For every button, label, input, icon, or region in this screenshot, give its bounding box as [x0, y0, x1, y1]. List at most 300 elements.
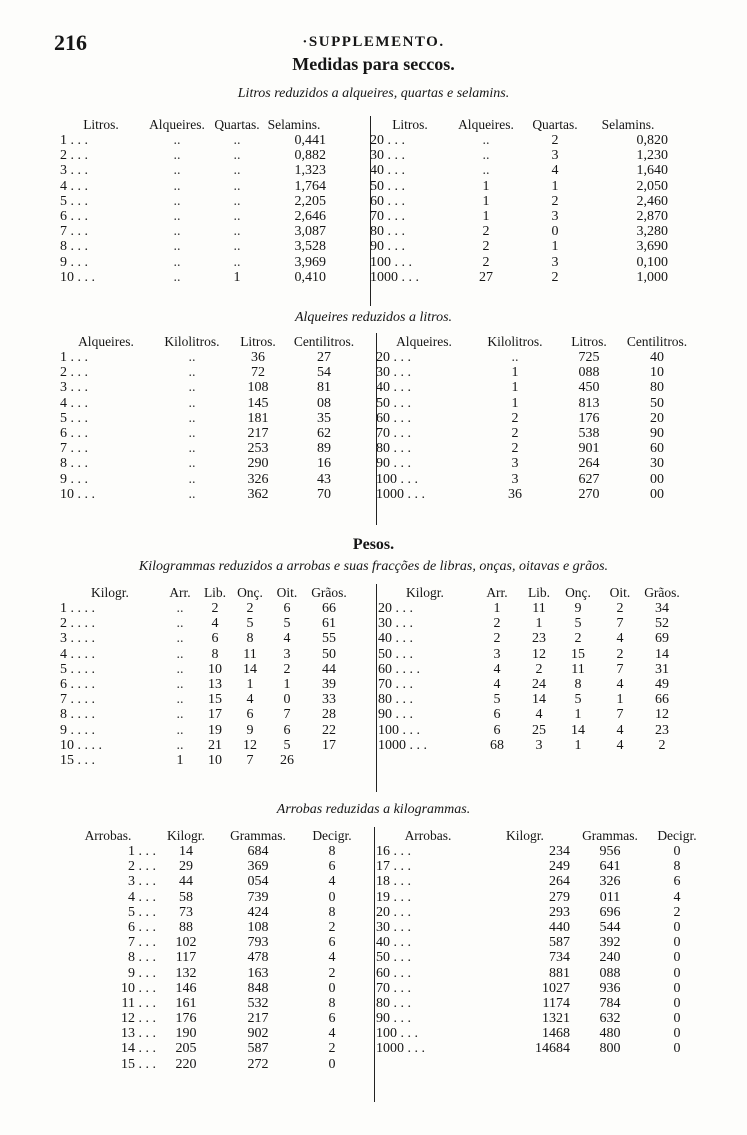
table-row — [60, 239, 326, 254]
table-row — [378, 738, 684, 753]
table-cell: 132 — [175, 965, 197, 981]
table-cell: 52 — [655, 616, 669, 632]
table-cell: .. — [176, 737, 184, 753]
table-cell: 14 — [243, 661, 257, 677]
table-row — [60, 647, 354, 662]
table-cell: 50 — [322, 646, 336, 662]
table-cell: 2 — [658, 737, 666, 753]
table-cell: 33 — [322, 692, 336, 708]
table-cell: 80 . . . — [376, 995, 411, 1011]
table-row — [376, 859, 704, 874]
table-cell: 0 — [673, 844, 681, 859]
table-cell: 1 — [493, 601, 501, 616]
table-cell: .. — [482, 163, 490, 179]
running-title: ·SUPPLEMENTO. — [302, 34, 445, 50]
table-cell: 1 — [482, 178, 490, 194]
table-cell: 69 — [655, 631, 669, 647]
table-cell: 7 — [283, 707, 291, 723]
table-cell: 2,050 — [636, 178, 668, 194]
table-cell: 81 — [317, 380, 331, 396]
table-cell: 13 — [208, 676, 222, 692]
table-row — [376, 396, 694, 411]
table-row — [376, 1041, 704, 1056]
table-cell: 2,205 — [294, 193, 326, 209]
table-cell: .. — [173, 208, 181, 224]
table-cell: 6 — [328, 1011, 336, 1027]
table-cell: 20 — [650, 410, 664, 426]
table-row — [60, 224, 326, 239]
table-row — [60, 1026, 364, 1041]
table-cell: .. — [176, 646, 184, 662]
table-cell: .. — [176, 631, 184, 647]
table-cell: 5 . . . — [60, 410, 88, 426]
table-cell: 6 — [673, 874, 681, 890]
table-cell: 1 — [511, 395, 519, 411]
table-cell: 800 — [599, 1041, 621, 1057]
column-header: Onç. — [565, 585, 591, 600]
table-cell: 9 — [246, 722, 254, 738]
table-cell: 4 — [246, 692, 254, 708]
table-cell: 40 — [650, 350, 664, 365]
table-cell: 544 — [599, 919, 621, 935]
table-cell: 0,410 — [294, 269, 326, 285]
table-cell: 18 . . . — [376, 874, 411, 890]
table-cell: 4 — [616, 737, 624, 753]
table-cell: 7 — [616, 616, 624, 632]
column-header: Centilitros. — [626, 334, 688, 349]
column-header: Litros. — [571, 334, 607, 349]
table3-title: Kilogrammas reduzidos a arrobas e suas fracções de libras, onças, oitavas e grãos. — [138, 559, 609, 574]
table-cell: 1321 — [542, 1011, 570, 1027]
table-cell: .. — [233, 148, 241, 164]
table-cell: 1 — [535, 616, 543, 632]
table-cell: 217 — [247, 1011, 269, 1027]
table-cell: 8 . . . . — [60, 707, 95, 723]
table-cell: 13 . . . — [121, 1026, 156, 1042]
table-cell: 8 . . . — [60, 239, 88, 255]
table1-left-half — [60, 116, 326, 285]
table-cell: 3 — [511, 471, 519, 487]
table-cell: 40 . . . — [376, 380, 411, 396]
table-cell: 68 — [490, 737, 504, 753]
table-cell: 145 — [247, 395, 269, 411]
table-cell: 4 — [616, 676, 624, 692]
table-cell: 362 — [247, 486, 269, 502]
table-cell: 290 — [247, 456, 269, 472]
table-cell: 532 — [247, 995, 269, 1011]
column-header: Grãos. — [311, 585, 347, 600]
table-cell: 696 — [599, 904, 621, 920]
table-cell: 8 — [574, 676, 582, 692]
table-cell: 40 . . . — [370, 163, 405, 179]
table-cell: 50 . . . — [376, 950, 411, 966]
table-cell: 2,646 — [294, 208, 326, 224]
table-cell: 5 . . . — [60, 193, 88, 209]
table-cell: 2 — [511, 425, 519, 441]
table-cell: 424 — [247, 904, 269, 920]
table-cell: 234 — [549, 844, 570, 859]
table-cell: 15 — [571, 646, 585, 662]
table-cell: 2 . . . — [60, 365, 88, 381]
table-cell: 88 — [179, 919, 193, 935]
table-cell: 100 . . . — [376, 471, 418, 487]
table-cell: 3 . . . — [60, 380, 88, 396]
table-cell: .. — [188, 441, 196, 457]
column-header: Lib. — [527, 585, 551, 600]
table-row — [376, 1011, 704, 1026]
table-cell: 2 — [493, 616, 501, 632]
table-cell: 0,441 — [294, 133, 326, 148]
table-row — [376, 472, 694, 487]
table-cell: 80 . . . — [378, 692, 413, 708]
table-cell: 902 — [247, 1026, 269, 1042]
header-row — [376, 827, 704, 844]
table-cell: 1 — [551, 239, 559, 255]
table-cell: 4 — [535, 707, 543, 723]
table-cell: 684 — [247, 844, 269, 859]
table-cell: 28 — [322, 707, 336, 723]
table-cell: 30 — [650, 456, 664, 472]
table-cell: 739 — [247, 889, 269, 905]
table-cell: 478 — [247, 950, 269, 966]
table-cell: 392 — [599, 935, 621, 951]
table-cell: 240 — [599, 950, 621, 966]
table-row — [370, 133, 668, 148]
table-alqueires-to-liters — [60, 333, 694, 525]
table-cell: 29 — [179, 859, 193, 875]
table-row — [376, 950, 704, 965]
table-row — [376, 1026, 704, 1041]
table3-right-half — [378, 584, 684, 753]
table-cell: 1 — [482, 208, 490, 224]
table-cell: 11 . . . — [121, 995, 156, 1011]
table-row — [60, 133, 326, 148]
table-row — [376, 411, 694, 426]
table-cell: .. — [233, 193, 241, 209]
table-cell: 8 — [211, 646, 219, 662]
column-header: Decigr. — [312, 828, 352, 843]
table-cell: .. — [482, 148, 490, 164]
table-cell: 217 — [247, 425, 269, 441]
table-cell: 60 . . . . — [378, 661, 420, 677]
table-cell: .. — [176, 661, 184, 677]
table-cell: 30 . . . — [376, 365, 411, 381]
table-cell: 50 . . . — [376, 395, 411, 411]
table-cell: 50 — [650, 395, 664, 411]
table-cell: 3 — [493, 646, 501, 662]
table-cell: 25 — [532, 722, 546, 738]
table-row — [378, 647, 684, 662]
table-cell: 2 — [511, 410, 519, 426]
table-cell: 27 — [479, 269, 493, 285]
column-header: Arr. — [486, 585, 508, 600]
table-cell: 108 — [247, 919, 269, 935]
table-cell: 40 . . . — [378, 631, 413, 647]
table-cell: 2 — [482, 224, 490, 240]
table-arrobas-to-kilograms — [60, 827, 697, 1102]
table-cell: .. — [188, 410, 196, 426]
table-cell: 4 — [616, 722, 624, 738]
table-cell: 264 — [578, 456, 600, 472]
table-row — [60, 935, 364, 950]
table-cell: 253 — [247, 441, 269, 457]
table-cell: 10 . . . — [121, 980, 156, 996]
table-cell: 881 — [549, 965, 570, 981]
table-cell: 1 — [574, 707, 582, 723]
header-row — [370, 116, 668, 133]
table2-left-half — [60, 333, 364, 502]
table-row — [376, 426, 694, 441]
table-cell: 50 . . . — [378, 646, 413, 662]
table-cell: 538 — [578, 425, 600, 441]
table-cell: 264 — [549, 874, 570, 890]
table-cell: .. — [173, 193, 181, 209]
table-cell: 1,764 — [294, 178, 326, 194]
table-cell: 161 — [175, 995, 197, 1011]
table-cell: 7 . . . — [60, 441, 88, 457]
table-cell: 00 — [650, 486, 664, 502]
table-cell: 1000 . . . — [376, 486, 425, 502]
table-row — [370, 179, 668, 194]
table-row — [378, 601, 684, 616]
table-row — [60, 738, 354, 753]
table-cell: 70 — [317, 486, 331, 502]
table-cell: 1 — [616, 692, 624, 708]
table-cell: 40 . . . — [376, 935, 411, 951]
table-row — [60, 441, 364, 456]
table-cell: 088 — [578, 365, 600, 381]
table-cell: 1,230 — [636, 148, 668, 164]
table-row — [370, 270, 668, 285]
table-row — [60, 890, 364, 905]
table-cell: 2 — [328, 1041, 336, 1057]
table-cell: .. — [233, 224, 241, 240]
table-row — [370, 239, 668, 254]
table-row — [376, 920, 704, 935]
table-cell: 20 . . . — [378, 601, 413, 616]
column-header: Quartas. — [214, 117, 260, 132]
table-cell: 293 — [549, 904, 570, 920]
table-row — [376, 380, 694, 395]
table-cell: 587 — [549, 935, 570, 951]
table-cell: 102 — [175, 935, 197, 951]
table-cell: 3 — [551, 208, 559, 224]
table-row — [60, 365, 364, 380]
table-cell: 784 — [599, 995, 621, 1011]
table-cell: 39 — [322, 676, 336, 692]
table-cell: 62 — [317, 425, 331, 441]
table-cell: 4 — [283, 631, 291, 647]
column-header: Arrobas. — [404, 828, 452, 843]
table-cell: 5 — [283, 737, 291, 753]
table-cell: 61 — [322, 616, 336, 632]
table-row — [60, 996, 364, 1011]
table-cell: 587 — [247, 1041, 269, 1057]
table-cell: .. — [173, 254, 181, 270]
table-row — [60, 662, 354, 677]
table-cell: 936 — [599, 980, 621, 996]
table-cell: 10 . . . — [60, 269, 95, 285]
column-header: Kilogr. — [506, 828, 544, 843]
table-cell: 2 — [511, 441, 519, 457]
table-cell: 16 — [317, 456, 331, 472]
table-cell: 34 — [655, 601, 669, 616]
table-row — [376, 905, 704, 920]
table-cell: .. — [176, 601, 184, 616]
table-cell: .. — [233, 208, 241, 224]
table-cell: 90 . . . — [370, 239, 405, 255]
table-cell: 19 — [208, 722, 222, 738]
table-cell: 9 . . . — [128, 965, 156, 981]
table-cell: 11 — [243, 646, 257, 662]
column-divider — [370, 116, 371, 306]
column-header: Kilogr. — [91, 585, 129, 600]
table-cell: 20 . . . — [376, 350, 411, 365]
table-cell: 0 — [328, 1056, 336, 1072]
table-cell: 734 — [549, 950, 570, 966]
table-cell: 1 — [246, 676, 254, 692]
table-row — [60, 1057, 364, 1072]
table-cell: 12 — [655, 707, 669, 723]
table-cell: .. — [173, 239, 181, 255]
table-cell: 70 . . . — [376, 425, 411, 441]
table-liters-to-alqueires — [60, 116, 694, 306]
table-row — [60, 380, 364, 395]
table-cell: 249 — [549, 859, 570, 875]
table-cell: 27 — [317, 350, 331, 365]
table-cell: 4 — [328, 1026, 336, 1042]
table-cell: 1 — [511, 365, 519, 381]
table-cell: 2,870 — [636, 208, 668, 224]
table-cell: 4 — [211, 616, 219, 632]
table-cell: 30 . . . — [376, 919, 411, 935]
column-divider — [374, 827, 375, 1102]
table-row — [376, 890, 704, 905]
table-cell: 73 — [179, 904, 193, 920]
table-row — [60, 209, 326, 224]
column-header: Alqueires. — [149, 117, 205, 132]
table-cell: 70 . . . — [376, 980, 411, 996]
column-header: Selamins. — [267, 117, 321, 132]
table-cell: 5 . . . — [128, 904, 156, 920]
table-row — [376, 874, 704, 889]
section-title-dry-measures: Medidas para seccos. — [292, 54, 455, 74]
column-header: Quartas. — [532, 117, 578, 132]
table-cell: 43 — [317, 471, 331, 487]
table-cell: .. — [188, 471, 196, 487]
table-cell: 10 — [208, 752, 222, 768]
table-cell: 3,528 — [294, 239, 326, 255]
table-cell: 9 — [574, 601, 582, 616]
table-cell: 80 — [650, 380, 664, 396]
table-cell: 36 — [508, 486, 522, 502]
table-cell: 0,100 — [636, 254, 668, 270]
table-row — [60, 179, 326, 194]
table-cell: 1,000 — [636, 269, 668, 285]
table-cell: 00 — [650, 471, 664, 487]
header-row — [60, 116, 326, 133]
table-row — [60, 616, 354, 631]
table-cell: 181 — [247, 410, 269, 426]
table-cell: 3 — [511, 456, 519, 472]
table-cell: 11 — [571, 661, 585, 677]
table-cell: 4 — [328, 874, 336, 890]
table-cell: 4 . . . — [60, 178, 88, 194]
column-header: Grãos. — [644, 585, 680, 600]
table-cell: 20 . . . — [370, 133, 405, 148]
table-row — [60, 677, 354, 692]
table-cell — [304, 753, 354, 768]
table-cell: 4 — [493, 661, 501, 677]
table-cell: 44 — [322, 661, 336, 677]
table-cell: 70 . . . — [370, 208, 405, 224]
table-cell: .. — [176, 692, 184, 708]
header-row — [376, 333, 694, 350]
table-row — [376, 844, 704, 859]
table-cell: 9 . . . — [60, 254, 88, 270]
table-cell: 2 — [616, 601, 624, 616]
table-cell: 54 — [317, 365, 331, 381]
table-cell: 7 . . . — [60, 224, 88, 240]
table-row — [60, 148, 326, 163]
table-cell: 70 . . . — [378, 676, 413, 692]
column-header: Kilolitros. — [487, 334, 543, 349]
table-cell: 3,690 — [636, 239, 668, 255]
table-cell: 4 — [551, 163, 559, 179]
table-cell: 6 — [211, 631, 219, 647]
column-header: Kilogr. — [167, 828, 205, 843]
table-cell: 7 — [616, 707, 624, 723]
table-cell: 58 — [179, 889, 193, 905]
table-cell: 440 — [549, 919, 570, 935]
table-cell: .. — [188, 486, 196, 502]
column-header: Decigr. — [657, 828, 697, 843]
table-cell: 0 — [673, 935, 681, 951]
table-cell: 1000 . . . — [378, 737, 427, 753]
table-row — [60, 472, 364, 487]
table-cell: .. — [233, 178, 241, 194]
table-cell: 632 — [599, 1011, 621, 1027]
table-cell: .. — [233, 163, 241, 179]
table-cell: 108 — [247, 380, 269, 396]
table-cell: 5 . . . . — [60, 661, 95, 677]
table-row — [370, 148, 668, 163]
table-cell: 23 — [655, 722, 669, 738]
table-cell: 190 — [175, 1026, 197, 1042]
column-header: Alqueires. — [458, 117, 514, 132]
table-cell: 1027 — [542, 980, 570, 996]
table-cell: 9 . . . . — [60, 722, 95, 738]
table-cell: 7 . . . . — [60, 692, 95, 708]
table-cell: .. — [233, 133, 241, 148]
header-row — [60, 827, 364, 844]
column-header: Arrobas. — [84, 828, 132, 843]
table-cell: .. — [233, 239, 241, 255]
table-cell: 2 — [246, 601, 254, 616]
table-cell: 3,969 — [294, 254, 326, 270]
table-cell: 24 — [532, 676, 546, 692]
table-cell: .. — [173, 178, 181, 194]
table-cell: .. — [173, 224, 181, 240]
table-cell: 0 — [673, 965, 681, 981]
column-header: Onç. — [237, 585, 263, 600]
table-cell: 480 — [599, 1026, 621, 1042]
table-cell: .. — [173, 148, 181, 164]
table-cell: 2 . . . — [60, 148, 88, 164]
table-cell: 8 . . . — [60, 456, 88, 472]
table-cell: 901 — [578, 441, 600, 457]
table-row — [376, 996, 704, 1011]
